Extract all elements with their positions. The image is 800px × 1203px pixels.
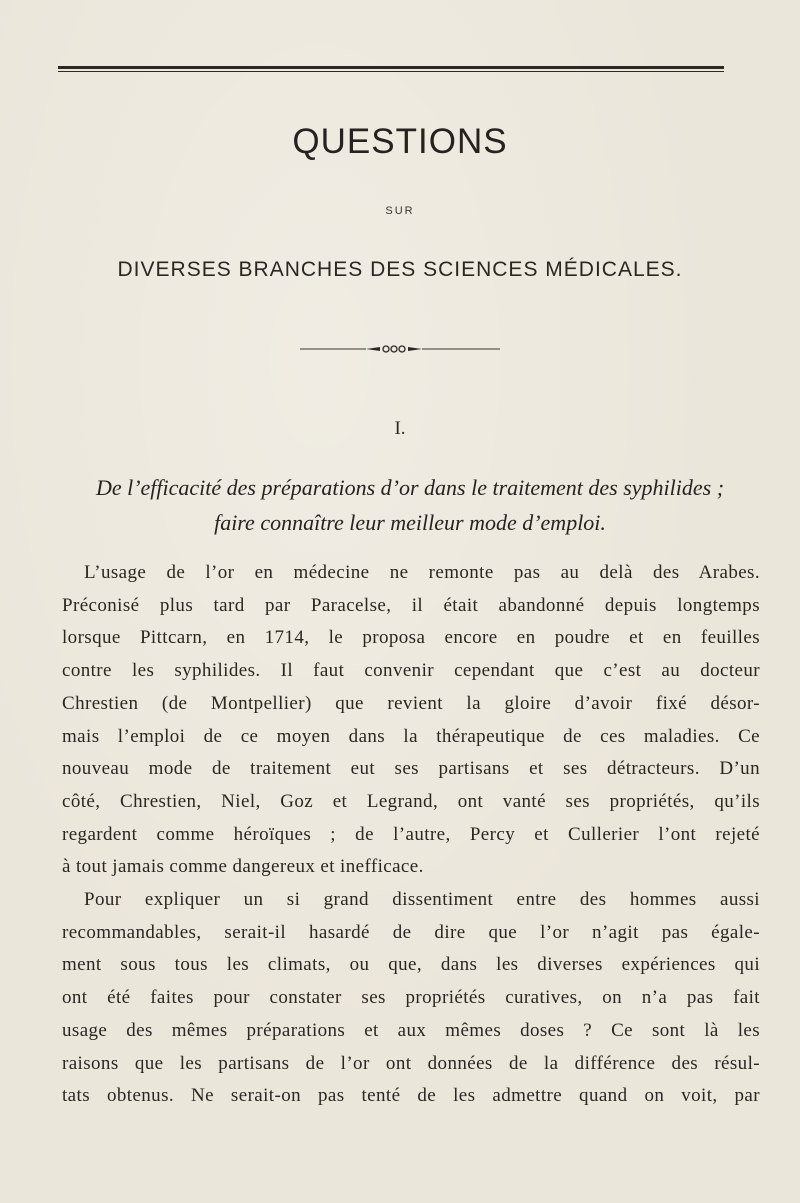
text-line: contre les syphilides. Il faut convenir cependant que c’est au docteur <box>62 660 760 682</box>
page-title: QUESTIONS <box>292 122 508 161</box>
heading-line: faire connaître leur meilleur mode d’emploi. <box>214 510 606 535</box>
text-line: Chrestien (de Montpellier) que revient la gloire d’avoir fixé désor- <box>62 692 760 714</box>
text-line: lorsque Pittcarn, en 1714, le proposa encore en poudre et en feuilles <box>62 627 760 649</box>
section-heading <box>60 470 760 540</box>
heading-line: De l’efficacité des préparations d’or dans le traitement des syphilides ; <box>95 475 725 500</box>
text-line: ont été faites pour constater ses propriétés curatives, on n’a pas fait <box>62 987 760 1009</box>
body-text <box>62 557 760 1113</box>
top-double-rule <box>58 66 724 72</box>
text-line: tats obtenus. Ne serait-on pas tenté de les admettre quand on voit, par <box>62 1085 760 1107</box>
text-line: L’usage de l’or en médecine ne remonte pas au delà des Arabes. <box>84 562 760 583</box>
text-line: Préconisé plus tard par Paracelse, il était abandonné depuis longtemps <box>62 594 760 616</box>
ornament-divider <box>300 342 500 356</box>
text-line: nouveau mode de traitement eut ses partisans et ses détracteurs. D’un <box>62 758 760 780</box>
text-line: regardent comme héroïques ; de l’autre, Percy et Cullerier l’ont rejeté <box>62 823 760 845</box>
page-subtitle: DIVERSES BRANCHES DES SCIENCES MÉDICALES. <box>117 258 683 281</box>
text-line: raisons que les partisans de l’or ont données de la différence des résul- <box>62 1052 760 1074</box>
text-line: mais l’emploi de ce moyen dans la thérapeutique de ces maladies. Ce <box>62 725 760 747</box>
text-line: à tout jamais comme dangereux et inefficace. <box>62 856 424 878</box>
title-connector: SUR <box>385 205 415 217</box>
text-line: usage des mêmes préparations et aux mêmes doses ? Ce sont là les <box>62 1019 760 1041</box>
section-number: I. <box>394 418 406 439</box>
text-line: Pour expliquer un si grand dissentiment entre des hommes aussi <box>84 889 760 911</box>
text-line: côté, Chrestien, Niel, Goz et Legrand, ont vanté ses propriétés, qu’ils <box>62 790 760 812</box>
text-line: recommandables, serait-il hasardé de dire que l’or n’agit pas égale- <box>62 921 760 943</box>
text-line: ment sous tous les climats, ou que, dans les diverses expériences qui <box>62 954 760 976</box>
